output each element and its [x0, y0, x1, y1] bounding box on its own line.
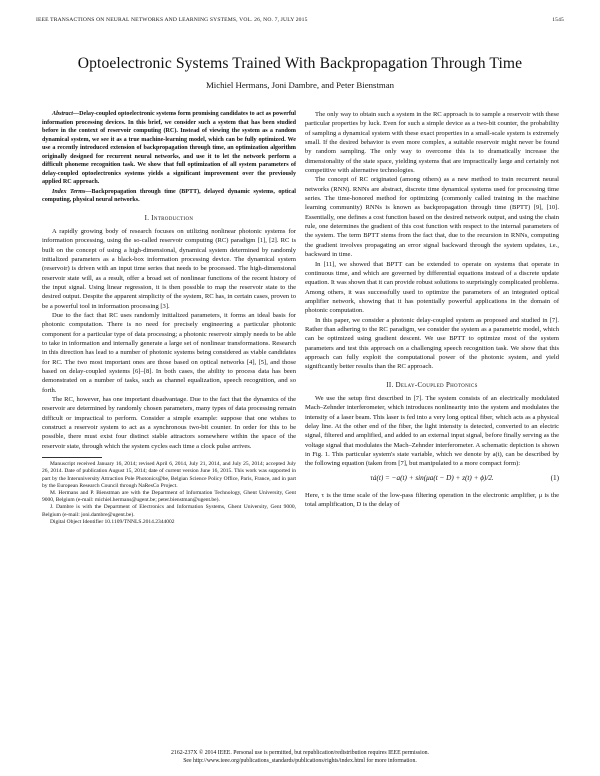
journal-name: IEEE TRANSACTIONS ON NEURAL NETWORKS AND LEARNING SYSTEMS, VOL. 26, NO. 7, JULY 2015	[36, 17, 308, 23]
index-terms-label: Index Terms—	[52, 188, 92, 195]
footnote: J. Dambre is with the Department of Electronics and Information Systems, Ghent University, Gent 9000, Belgium (e-mail: joni.dambre@ugent.be).	[42, 504, 296, 518]
section-heading-delay-coupled-photonics: II. Delay-Coupled Photonics	[386, 381, 478, 389]
paragraph: We use the setup first described in [7]. The system consists of an electrically modulated Mach–Zehnder interferometer, which introduces nonlinearity into the system and modulates the intensity of a laser beam. This laser is fed into a very long optical fiber, which acts as a physical delay line. At the other end of the fiber, the light intensity is detected, converted to an electric signal, filtered and amplified, and added to an external input signal, before finally serving as the voltage signal that modulates the Mach–Zehnder interferometer. A schematic depiction is shown in Fig. 1. This particular system's state variable, which we denote by a(t), can be described by the following equation (taken from [7], but manipulated to a more compact form):	[305, 394, 559, 468]
footnote: M. Hermans and P. Bienstman are with the Department of Information Technology, Ghent University, Gent 9000, Belgium (e-mail: michiel.hermans@ugent.be; peter.bienstman@ugent.be).	[42, 489, 296, 504]
abstract-text: Delay-coupled optoelectronic systems form promising candidates to act as powerful information processing devices. In this brief, we consider such a system that has been studied before in the context of reservoir computing (RC). Instead of viewing the system as a random dynamical system, we see it as a true machine-learning model, which can be fully optimized. We use a recently introduced extension of backpropagation through time, an optimization algorithm originally designed for recurrent neural networks, and use it to let the network perform a difficult phoneme recognition task. We show that full optimization of all system parameters of delay-coupled optoelectronics systems yields a significant improvement over the previously applied RC approach.	[42, 111, 296, 185]
paragraph: The only way to obtain such a system in the RC approach is to sample a reservoir with these particular properties by luck. Even for such a simple device as a two-bit counter, the probability of sampling a dynamical system with these exact properties in a small-scale system is extremely small. If the desired behavior is even more complex, a suitable reservoir might never be found by random sampling. The only way to overcome this is to dramatically increase the dimensionality of the state space, yielding systems that are impractically large and certainly not competitive with alternative technologies.	[305, 111, 559, 175]
equation-expression: τȧ(t) = −a(t) + sin(μa(t − D) + z(t) + ϕ)/2.	[370, 473, 494, 482]
section-heading-introduction: I. Introduction	[144, 214, 194, 222]
paragraph: A rapidly growing body of research focuses on utilizing nonlinear photonic systems for information processing, using the so-called reservoir computing (RC) paradigm [1], [2]. RC is built on the concept of using a high-dimensional, dynamical system determined by randomly initialized parameters as a black-box information processing device. The dynamical system (reservoir) is driven with an input time series that needs to be processed. The high-dimensional reservoir state will, as a result, offer a broad set of nonlinear functions of the recent history of the input signal. Using linear regression, it is then possible to map the reservoir state to the desired output. Despite the apparent simplicity of the system, RC has, in certain cases, proven to be a powerful tool in information processing [3].	[42, 227, 296, 310]
footnote: Manuscript received January 16, 2014; revised April 6, 2014, July 21, 2014, and July 25, 2014; accepted July 26, 2014. Date of publication August 15, 2014; date of current version June 16, 2015. This work was supported in part by the Interuniversity Attraction Pole Photonics@be, Belgian Science Policy Office, Paris, France, and in part by the European Research Council through NaResCo Project.	[42, 461, 296, 489]
index-terms-text: Backpropagation through time (BPTT), delayed dynamic systems, optical computing, physical neural networks.	[42, 188, 296, 203]
footnote-divider	[42, 457, 102, 458]
equation-number: (1)	[550, 473, 559, 482]
copyright-notice: 2162-237X © 2014 IEEE. Personal use is permitted, but republication/redistribution requires IEEE permission.	[171, 750, 429, 756]
page-number: 1545	[552, 17, 564, 23]
paragraph: The concept of RC originated (among others) as a new method to train recurrent neural networks (RNN). RNNs are abstract, discrete time dynamical systems used for processing time series. The time-honored method for optimizing (commonly called training in the machine learning community) RNNs is known as backpropagation through time (BPTT) [9], [10]. Essentially, one defines a cost function based on the desired network output, and using the chain rule, one determines the gradient of this cost function with respect to the internal parameters of the system. The term BPTT stems from the fact that, due to the recursion in RNNs, computing the gradient involves propagating an error signal backward through the system updates, i.e., backward in time.	[305, 176, 559, 259]
footnote: Digital Object Identifier 10.1109/TNNLS.2014.2344002	[50, 518, 175, 525]
footnotes	[42, 461, 296, 526]
paper-title: Optoelectronic Systems Trained With Backpropagation Through Time	[77, 55, 523, 72]
permissions-link: See http://www.ieee.org/publications_standards/publications/rights/index.html for more information.	[183, 758, 417, 764]
paragraph: In this paper, we consider a photonic delay-coupled system as proposed and studied in [7]. Rather than adhering to the RC paradigm, we consider the system as a parametric model, which can be optimized using gradient descent. We use BPTT to optimize most of the system parameters and test this approach on a challenging speech recognition task. We show that this approach can fully exploit the computational power of the photonic system, and yield significantly better results than the RC approach.	[305, 316, 559, 371]
abstract	[42, 110, 296, 187]
equation	[305, 473, 559, 487]
left-column	[42, 110, 296, 526]
abstract-label: Abstract—	[52, 111, 80, 117]
index-terms	[42, 188, 296, 205]
running-header	[36, 17, 564, 27]
paragraph: The RC, however, has one important disadvantage. Due to the fact that the dynamics of the reservoir are determined by randomly chosen parameters, many types of data processing remain difficult or impractical to perform. Consider a simple example: suppose that one wishes to construct a reservoir system to act as a synchronous two-bit counter. In order for this to be possible, there must exist four distinct stable attractors somewhere within the space of the reservoir state, through which the system cycles each time a clock pulse arrives.	[42, 396, 296, 450]
paragraph: In [11], we showed that BPTT can be extended to operate on systems that operate in continuous time, and which are governed by differential equations instead of a discrete update equation. It was shown that it can provide robust solutions to surprisingly complicated problems. Among others, it was successfully used to optimize the parameters of an integrated optical amplifier network, showing that it has potentially powerful applications in the domain of photonic computation.	[305, 260, 559, 315]
paragraph: Here, τ is the time scale of the low-pass filtering operation in the electronic amplifier, μ is the total amplification, D is the delay of	[305, 491, 559, 509]
author-list: Michiel Hermans, Joni Dambre, and Peter Bienstman	[205, 80, 395, 90]
paragraph: Due to the fact that RC uses randomly initialized parameters, it forms an ideal basis for photonic computation. There is no need for precisely engineering a particular photonic component for a particular type of data processing; a photonic reservoir simply needs to be able to take in information and internally generate a large set of nonlinear transformations. Research in this direction has lead to a number of photonic systems being considered as viable candidates for RC. The two most important ones are those based on optical networks [4], [5], and those based on delay-coupled systems [6]–[8]. In both cases, the ability to process data has been demonstrated on a number of tasks, such as channel equalization, speech recognition, and so forth.	[42, 311, 296, 394]
right-column	[305, 110, 559, 509]
